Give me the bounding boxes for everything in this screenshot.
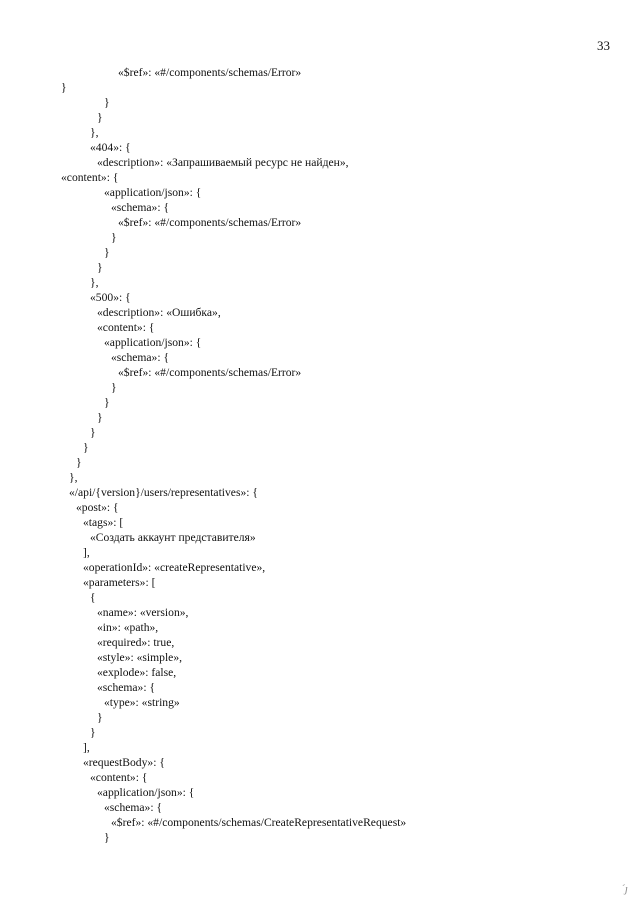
- code-line: «description»: «Ошибка»,: [97, 306, 221, 319]
- code-line: {: [90, 591, 96, 604]
- code-line: «style»: «simple»,: [97, 651, 183, 664]
- code-line: «$ref»: «#/components/schemas/Error»: [118, 66, 302, 79]
- code-line: «type»: «string»: [104, 696, 180, 709]
- code-line: }: [76, 456, 82, 469]
- code-line: «schema»: {: [104, 801, 163, 814]
- code-line: «description»: «Запрашиваемый ресурс не найден»,: [97, 156, 349, 169]
- code-line: «schema»: {: [111, 351, 170, 364]
- code-line: }: [104, 246, 110, 259]
- code-line: «required»: true,: [97, 636, 175, 649]
- code-line: «operationId»: «createRepresentative»,: [83, 561, 266, 574]
- code-line: «post»: {: [76, 501, 119, 514]
- code-line: }: [111, 231, 117, 244]
- code-line: «explode»: false,: [97, 666, 177, 679]
- code-line: }: [83, 441, 89, 454]
- code-line: }: [61, 81, 67, 94]
- code-line: «$ref»: «#/components/schemas/Error»: [118, 366, 302, 379]
- code-line: }: [104, 831, 110, 844]
- code-line: }: [97, 711, 103, 724]
- corner-mark: ´ȷ: [621, 883, 628, 895]
- code-line: },: [69, 471, 78, 484]
- code-line: «$ref»: «#/components/schemas/Error»: [118, 216, 302, 229]
- code-line: ],: [83, 546, 90, 559]
- code-line: «schema»: {: [111, 201, 170, 214]
- code-line: «schema»: {: [97, 681, 156, 694]
- code-line: }: [97, 411, 103, 424]
- code-line: «requestBody»: {: [83, 756, 165, 769]
- code-line: «content»: {: [61, 171, 119, 184]
- code-line: «$ref»: «#/components/schemas/CreateRepresentativeRequest»: [111, 816, 407, 829]
- code-line: «Создать аккаунт представителя»: [90, 531, 256, 544]
- code-line: «500»: {: [90, 291, 131, 304]
- code-line: «/api/{version}/users/representatives»: {: [69, 486, 258, 499]
- code-line: },: [90, 126, 99, 139]
- code-line: «application/json»: {: [97, 786, 195, 799]
- code-line: «in»: «path»,: [97, 621, 159, 634]
- code-line: ],: [83, 741, 90, 754]
- code-line: «404»: {: [90, 141, 131, 154]
- code-line: },: [90, 276, 99, 289]
- code-line: }: [97, 111, 103, 124]
- code-line: «parameters»: [: [83, 576, 156, 589]
- code-line: }: [97, 261, 103, 274]
- code-line: «content»: {: [90, 771, 148, 784]
- code-line: «application/json»: {: [104, 186, 202, 199]
- code-line: «application/json»: {: [104, 336, 202, 349]
- code-line: «tags»: [: [83, 516, 124, 529]
- page-number: 33: [597, 38, 610, 53]
- code-line: }: [104, 96, 110, 109]
- code-line: }: [90, 726, 96, 739]
- code-line: }: [104, 396, 110, 409]
- code-line: }: [111, 381, 117, 394]
- code-line: «content»: {: [97, 321, 155, 334]
- code-line: «name»: «version»,: [97, 606, 189, 619]
- code-line: }: [90, 426, 96, 439]
